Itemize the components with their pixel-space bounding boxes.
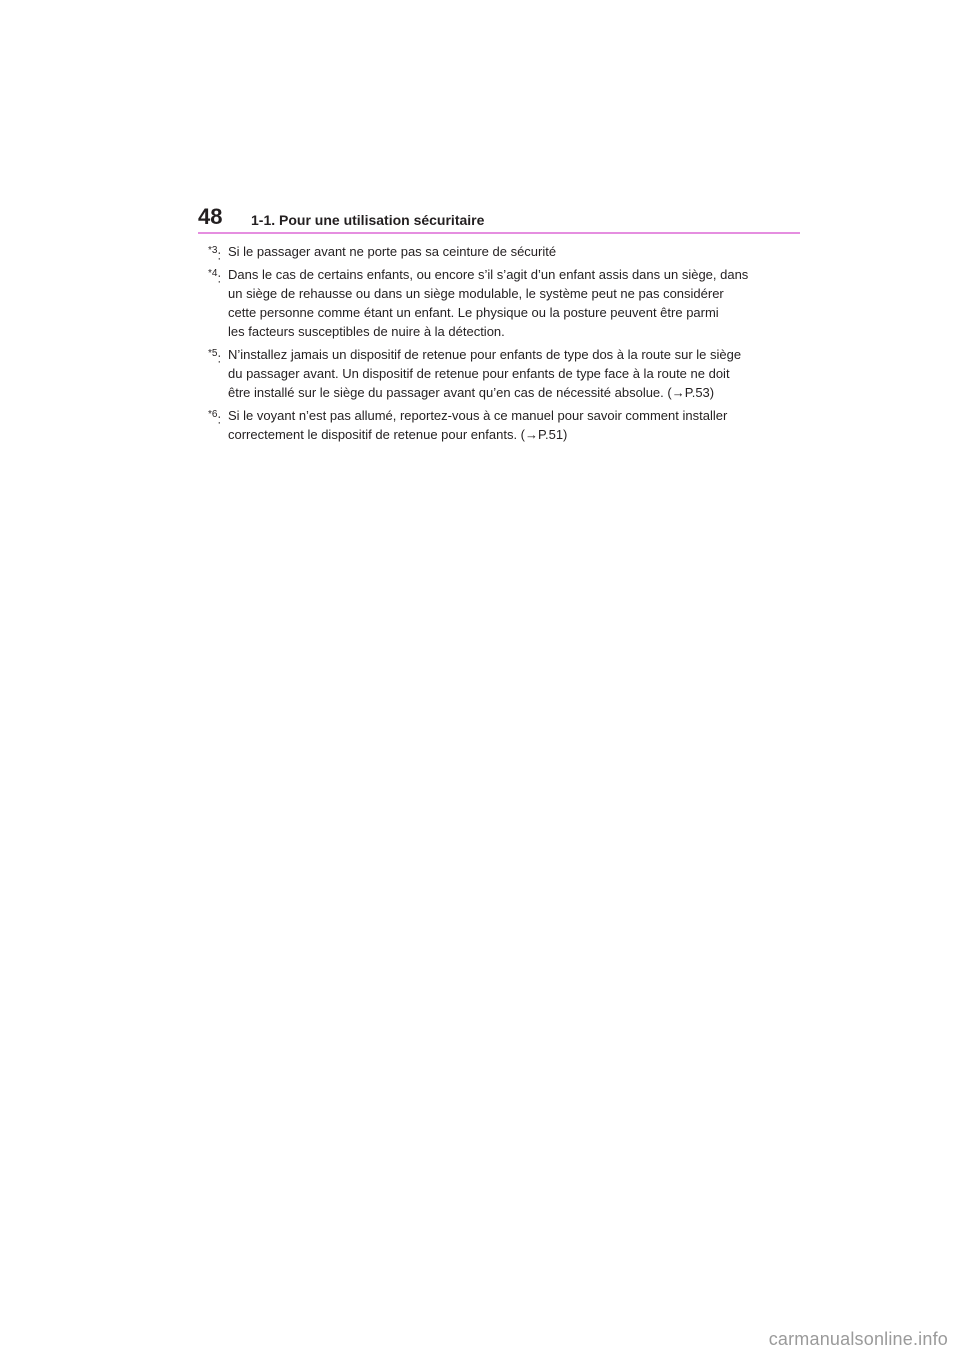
footnotes-list xyxy=(208,242,753,448)
footnote-text-line: du passager avant. Un dispositif de retenue pour enfants de type face à la route ne doit xyxy=(228,366,730,381)
footnote-marker: $^{*4}$: xyxy=(208,268,222,286)
header-divider xyxy=(198,232,800,234)
footnote-marker: $^{*5}$: xyxy=(208,348,222,366)
footnote-text-line: les facteurs susceptibles de nuire à la détection. xyxy=(228,324,505,339)
footnote-5 xyxy=(208,345,753,402)
footnote-text-line: Dans le cas de certains enfants, ou encore s’il s’agit d’un enfant assis dans un siège, dans xyxy=(228,267,749,282)
footnote-text-line: N’installez jamais un dispositif de retenue pour enfants de type dos à la route sur le siège xyxy=(228,347,742,362)
footnote-text-line: cette personne comme étant un enfant. Le physique ou la posture peuvent être parmi xyxy=(228,305,719,320)
section-title: 1-1. Pour une utilisation sécuritaire xyxy=(251,212,485,228)
footnote-text-line: Si le voyant n’est pas allumé, reportez-vous à ce manuel pour savoir comment installer xyxy=(228,408,728,423)
footnote-marker: $^{*3}$: xyxy=(208,245,222,263)
footnote-4 xyxy=(208,265,753,341)
watermark-link[interactable]: carmanualsonline.info xyxy=(768,1329,948,1349)
page-header xyxy=(198,200,800,236)
footnote-text-line: être installé sur le siège du passager avant qu’en cas de nécessité absolue. (→P.53) xyxy=(228,385,715,400)
footnote-marker: $^{*6}$: xyxy=(208,409,222,427)
footnote-text-line: un siège de rehausse ou dans un siège modulable, le système peut ne pas considérer xyxy=(228,286,724,301)
footnote-6 xyxy=(208,406,753,444)
footnote-text-line: correctement le dispositif de retenue pour enfants. (→P.51) xyxy=(228,427,568,442)
page-number: 48 xyxy=(198,204,223,229)
footnote-text-line: Si le passager avant ne porte pas sa ceinture de sécurité xyxy=(228,244,557,259)
footnote-3 xyxy=(208,242,753,261)
